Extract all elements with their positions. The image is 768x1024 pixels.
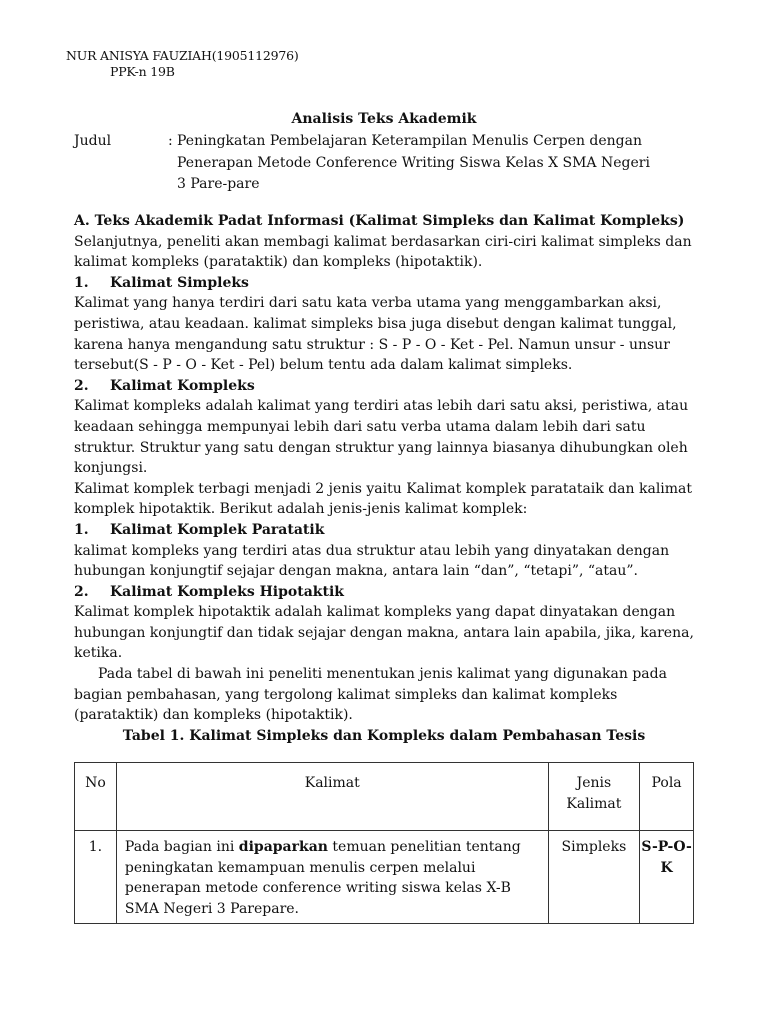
cell-pola: S-P-O-K (640, 831, 694, 924)
kalimat-bold-verb: dipaparkan (238, 839, 328, 855)
item2-text-2: Kalimat komplek terbagi menjadi 2 jenis yaitu Kalimat komplek paratataik dan kalimat komplek hipotaktik. Berikut adalah jenis-jenis kalimat komplek: (74, 480, 693, 518)
sub1-heading (74, 520, 694, 541)
cell-kalimat (116, 831, 548, 924)
section-a-intro: Selanjutnya, peneliti akan membagi kalimat berdasarkan ciri-ciri kalimat simpleks dan kalimat kompleks (parataktik) dan kompleks (hipotaktik). (74, 233, 692, 271)
judul-colon: : (168, 133, 173, 149)
kalimat-post: temuan penelitian tentang peningkatan kemampuan menulis cerpen melalui penerapan metode conference writing siswa kelas X-B SMA Negeri 3 Parepare. (124, 839, 521, 917)
sentence-table (74, 762, 694, 924)
item2-text: Kalimat kompleks adalah kalimat yang terdiri atas lebih dari satu aksi, peristiwa, atau keadaan sehingga mempunyai lebih dari satu verba utama dalam lebih dari satu struktur. Struktur yang satu dengan struktur yang lainnya biasanya dihubungkan oleh konjungsi. (74, 398, 689, 477)
sub1-text: kalimat kompleks yang terdiri atas dua struktur atau lebih yang dinyatakan dengan hubungan konjungtif sejajar dengan makna, antara lain “dan”, “tetapi”, “atau”. (74, 542, 670, 580)
judul-line: 3 Pare-pare (177, 176, 260, 192)
table-header-row (75, 763, 694, 831)
closing-paragraph: Pada tabel di bawah ini peneliti menentukan jenis kalimat yang digunakan pada bagian pembahasan, yang tergolong kalimat simpleks dan kalimat kompleks (parataktik) dan kompleks (hipotaktik). (74, 666, 667, 724)
item2-title: Kalimat Kompleks (110, 377, 255, 394)
document-title: Analisis Teks Akademik (291, 111, 477, 127)
cell-jenis: Simpleks (548, 831, 640, 924)
judul-line: Peningkatan Pembelajaran Keterampilan Menulis Cerpen dengan (177, 133, 642, 149)
item1-title: Kalimat Simpleks (110, 274, 249, 291)
item1-heading (74, 273, 694, 294)
item2-heading (74, 376, 694, 397)
header-jenis: Jenis Kalimat (548, 763, 640, 831)
item1-text: Kalimat yang hanya terdiri dari satu kata verba utama yang menggambarkan aksi, peristiwa, atau keadaan. kalimat simpleks bisa juga disebut dengan kalimat tunggal, karena hanya mengandung satu struktur : S - P - O - Ket - Pel. Namun unsur - unsur tersebut(S - P - O - Ket - Pel) belum tentu ada dalam kalimat simpleks. (74, 295, 677, 374)
header-no: No (75, 763, 117, 831)
table-row (75, 831, 694, 924)
judul-line: Penerapan Metode Conference Writing Siswa Kelas X SMA Negeri (177, 154, 650, 171)
item1-number: 1. (74, 274, 89, 291)
sub2-title: Kalimat Kompleks Hipotaktik (110, 583, 344, 600)
sub1-number: 1. (74, 521, 89, 538)
kalimat-pre: Pada bagian ini (124, 839, 239, 855)
judul-label: Judul (74, 133, 112, 149)
author-class: PPK-n 19B (110, 64, 175, 79)
table-caption: Tabel 1. Kalimat Simpleks dan Kompleks dalam Pembahasan Tesis (122, 727, 646, 744)
section-a-heading: A. Teks Akademik Padat Informasi (Kalimat Simpleks dan Kalimat Kompleks) (74, 213, 685, 229)
sub2-heading (74, 582, 694, 603)
section-a (74, 211, 694, 746)
sub1-title: Kalimat Komplek Paratatik (110, 521, 325, 538)
header-kalimat: Kalimat (116, 763, 548, 831)
header-pola: Pola (640, 763, 694, 831)
cell-no: 1. (75, 831, 117, 924)
author-block (66, 48, 299, 80)
sub2-text: Kalimat komplek hipotaktik adalah kalimat kompleks yang dapat dinyatakan dengan hubungan konjungtif dan tidak sejajar dengan makna, antara lain apabila, jika, karena, ketika. (74, 604, 694, 662)
judul-value (177, 131, 650, 196)
sub2-number: 2. (74, 583, 89, 600)
item2-number: 2. (74, 377, 89, 394)
author-name: NUR ANISYA FAUZIAH(1905112976) (66, 48, 299, 63)
